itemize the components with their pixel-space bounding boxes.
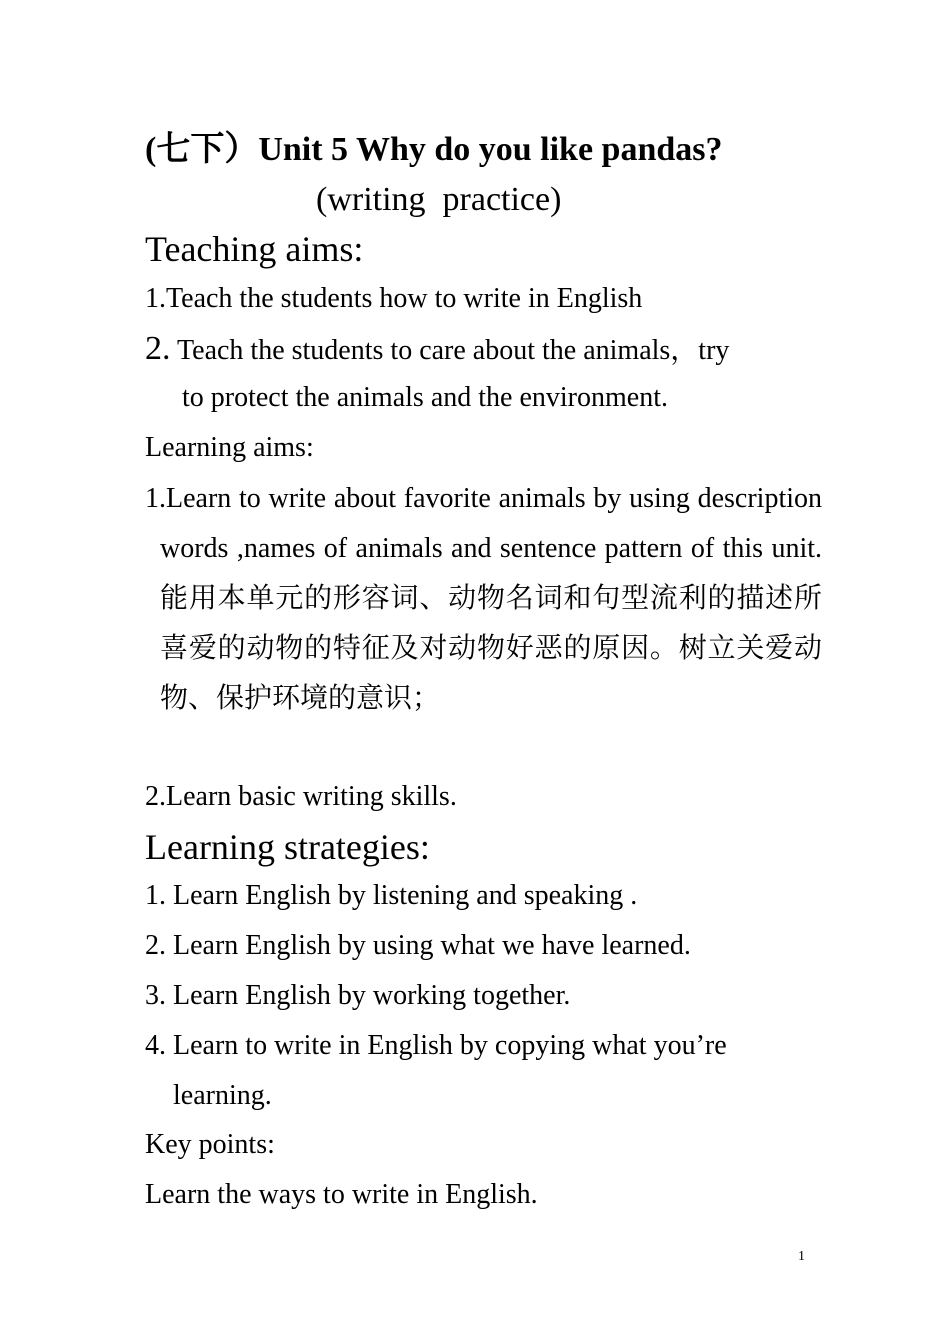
teaching-aim-text-line2: to protect the animals and the environment.: [182, 382, 668, 413]
learning-aims-heading: Learning aims:: [145, 432, 314, 463]
teaching-aims-heading: Teaching aims:: [145, 229, 364, 269]
strategy-number: 2.: [145, 930, 166, 961]
teaching-aim-item: [145, 324, 807, 376]
teaching-aim-text-line1: Teach the students to care about the animals，try: [170, 335, 730, 366]
teaching-aim-number: 2.: [145, 330, 171, 367]
key-points-text: Learn the ways to write in English.: [145, 1179, 538, 1210]
strategy-number: 4.: [145, 1030, 166, 1061]
strategy-text: Learn to write in English by copying what you’re learning.: [173, 1030, 727, 1111]
strategy-item: [145, 1021, 807, 1121]
document-subtitle: (writing practice): [316, 181, 562, 218]
strategy-item: [145, 921, 807, 971]
strategy-number: 3.: [145, 980, 166, 1011]
strategy-text: Learn English by working together.: [173, 980, 571, 1011]
document-title: (七下）Unit 5 Why do you like pandas?: [145, 131, 723, 168]
strategy-text: Learn English by listening and speaking .: [173, 880, 638, 911]
learning-aim-item: 1.Learn to write about favorite animals by using description words ,names of animals and sentence pattern of this unit.能用本单元的形容词、动物名词和句型流利的描述所喜爱的动物的特征及对动物好恶的原因。树立关爱动物、保护环境的意识；: [145, 483, 822, 714]
teaching-aim-item: 1.Teach the students how to write in English: [145, 283, 643, 314]
strategy-item: [145, 971, 807, 1021]
learning-strategies-heading: Learning strategies:: [145, 827, 430, 867]
strategy-text: Learn English by using what we have learned.: [173, 930, 691, 961]
strategy-item: [145, 871, 807, 921]
strategy-number: 1.: [145, 880, 166, 911]
page-number: 1: [798, 1249, 805, 1264]
key-points-heading: Key points:: [145, 1129, 275, 1160]
learning-aim-item: 2.Learn basic writing skills.: [145, 781, 457, 812]
